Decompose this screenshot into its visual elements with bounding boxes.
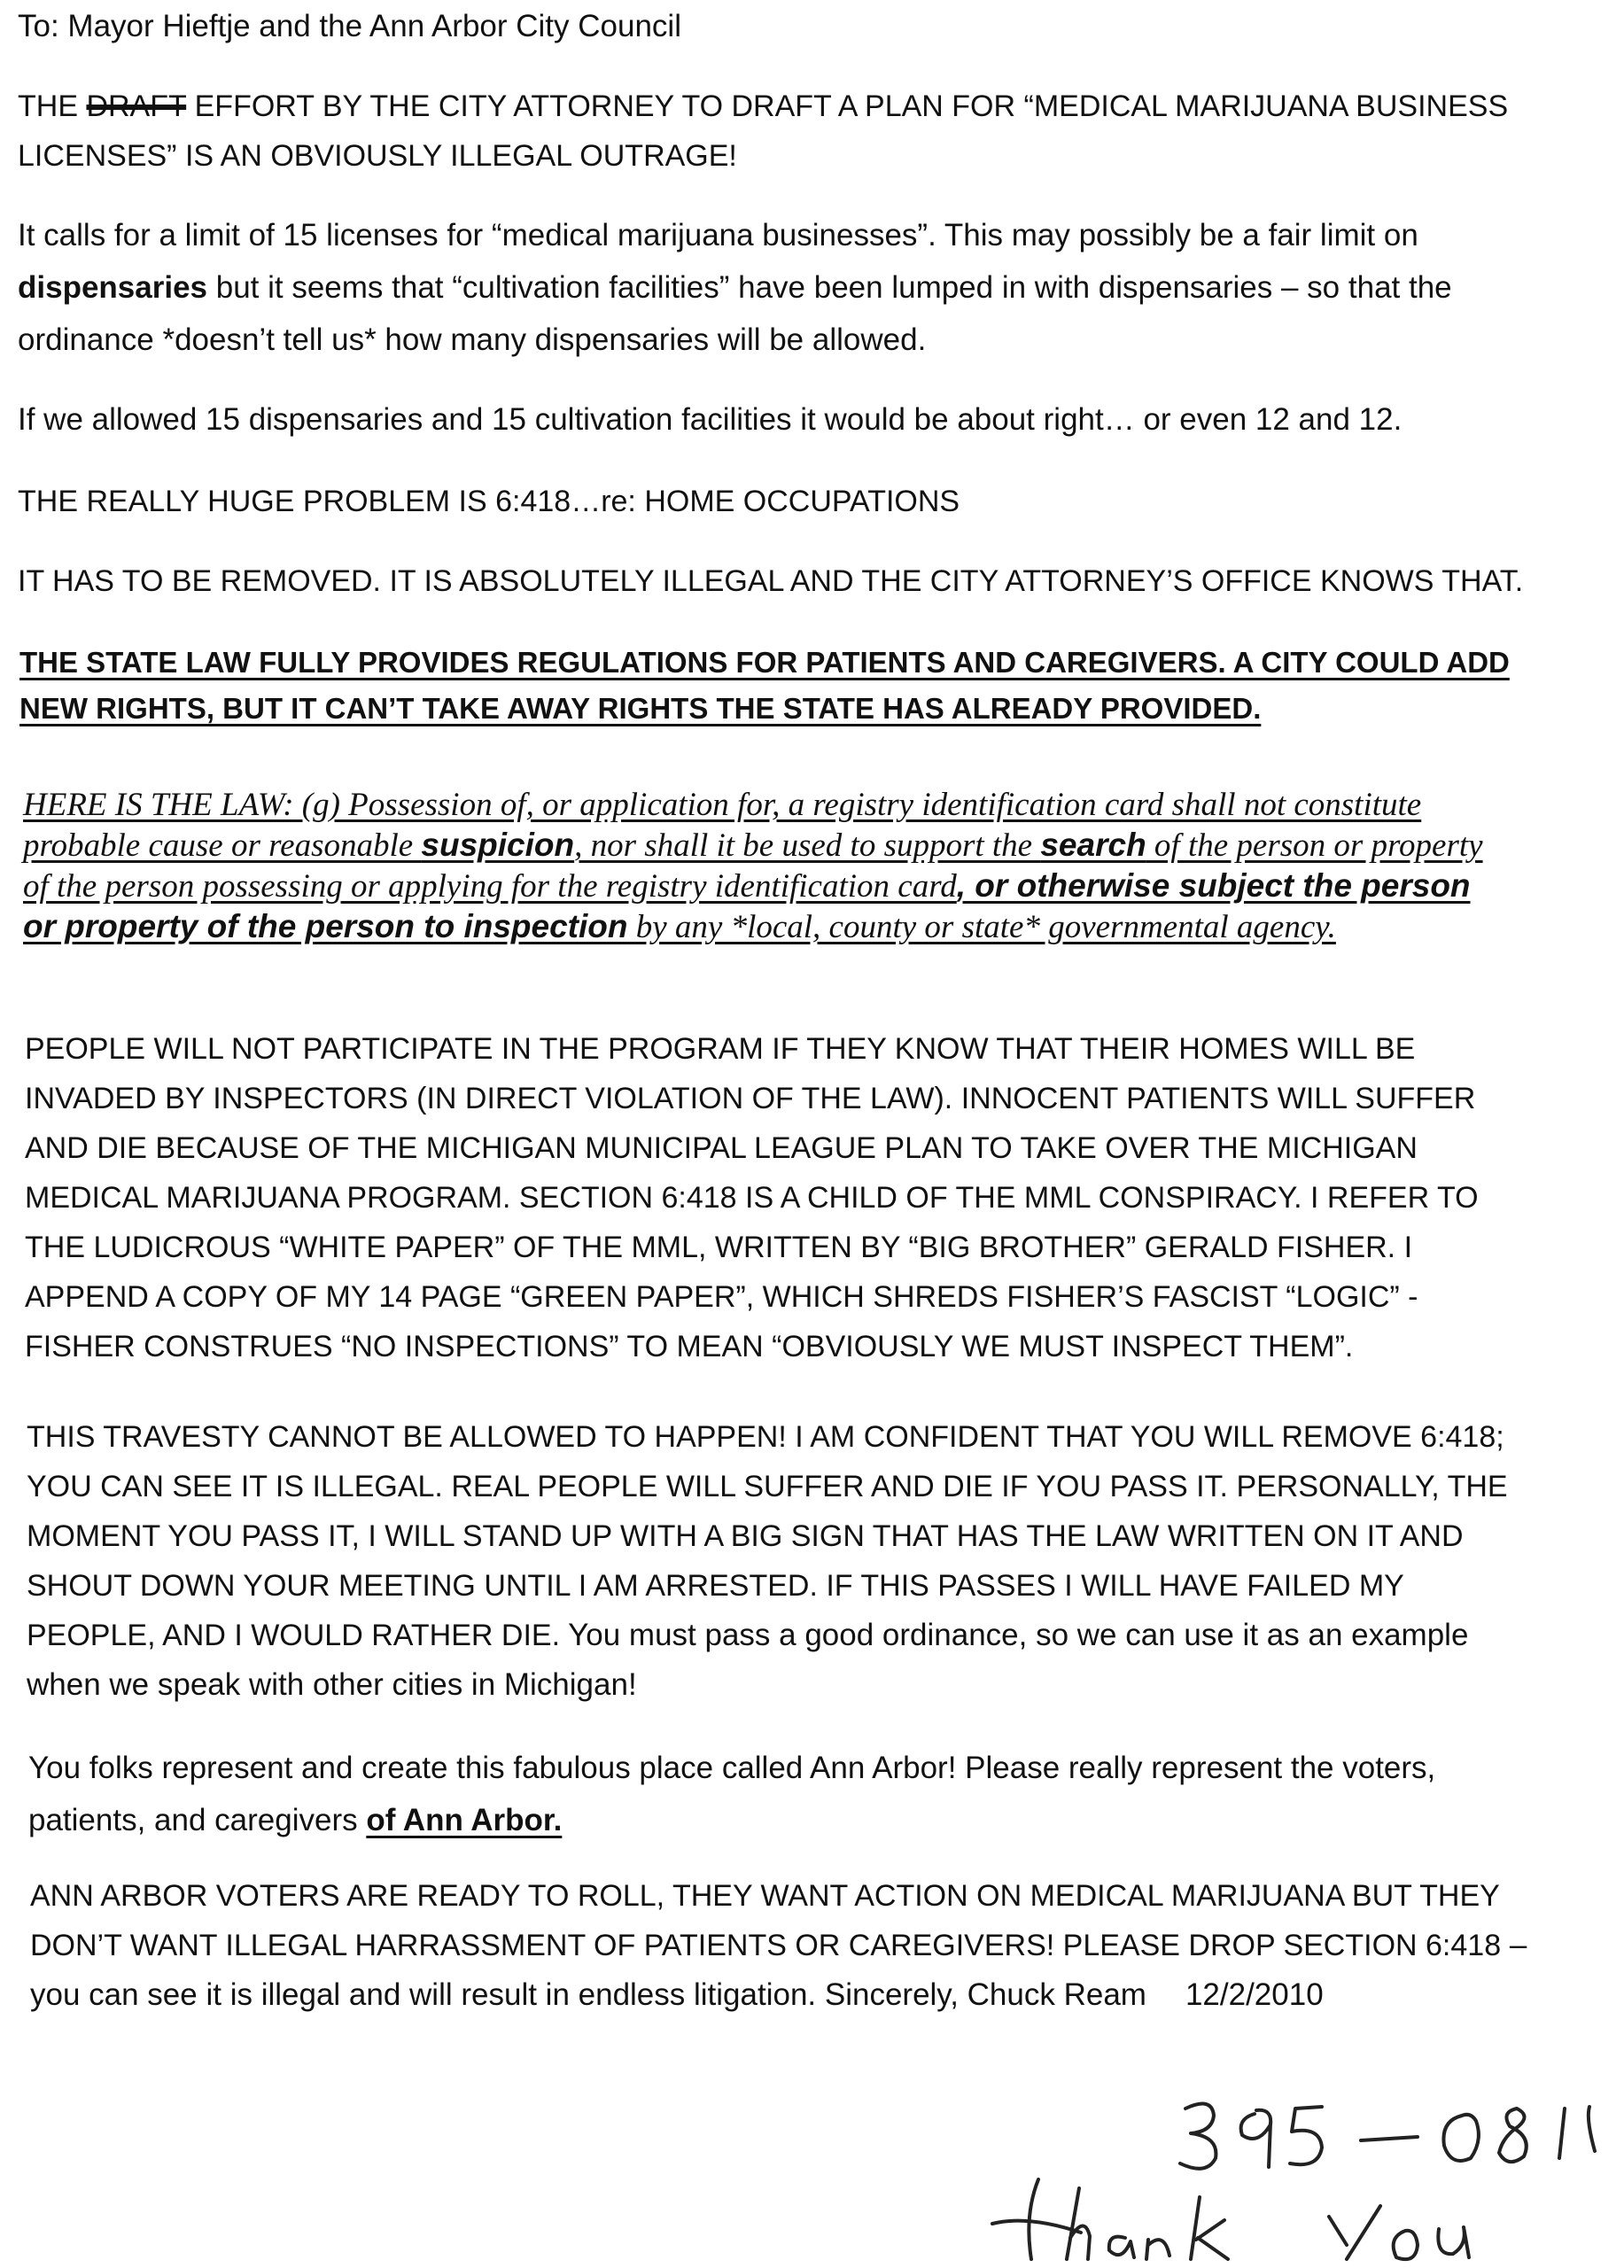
letter-date: 12/2/2010: [1185, 1977, 1324, 2012]
law-quote: HERE IS THE LAW: (g) Possession of, or application for, a registry identification card shall not constitute probable cause or reasonable suspicion, nor shall it be used to support the search of the person or property of the person possessing or applying for the registry identification card, or otherwise subject the person or property of the person to inspection by any *local, county or state* governmental agency.: [23, 787, 1483, 945]
paragraph-allowed-counts: If we allowed 15 dispensaries and 15 cultivation facilities it would be about right… or even 12 and 12.: [18, 402, 1403, 437]
handwritten-note: [975, 2082, 1624, 2268]
paragraph-remove: IT HAS TO BE REMOVED. IT IS ABSOLUTELY ILLEGAL AND THE CITY ATTORNEY’S OFFICE KNOWS THAT.: [18, 564, 1524, 598]
paragraph-people-participate: PEOPLE WILL NOT PARTICIPATE IN THE PROGRAM IF THEY KNOW THAT THEIR HOMES WILL BE INVADED BY INSPECTORS (IN DIRECT VIOLATION OF THE LAW). INNOCENT PATIENTS WILL SUFFER AND DIE BECAUSE OF THE MICHIGAN MUNICIPAL LEAGUE PLAN TO TAKE OVER THE MICHIGAN MEDICAL MARIJUANA PROGRAM. SECTION 6:418 IS A CHILD OF THE MML CONSPIRACY. I REFER TO THE LUDICROUS “WHITE PAPER” OF THE MML, WRITTEN BY “BIG BROTHER” GERALD FISHER. I APPEND A COPY OF MY 14 PAGE “GREEN PAPER”, WHICH SHREDS FISHER’S FASCIST “LOGIC” - FISHER CONSTRUES “NO INSPECTIONS” TO MEAN “OBVIOUSLY WE MUST INSPECT THEM”.: [25, 1032, 1479, 1363]
paragraph-represent: You folks represent and create this fabulous place called Ann Arbor! Please really represent the voters, patients, and caregivers of Ann Arbor.: [28, 1751, 1436, 1837]
paragraph-huge-problem: THE REALLY HUGE PROBLEM IS 6:418…re: HOME OCCUPATIONS: [18, 485, 960, 518]
salutation: To: Mayor Hieftje and the Ann Arbor City Council: [18, 9, 681, 43]
paragraph-ready-to-roll: ANN ARBOR VOTERS ARE READY TO ROLL, THEY WANT ACTION ON MEDICAL MARIJUANA BUT THEY DON’T WANT ILLEGAL HARRASSMENT OF PATIENTS OR CAREGIVERS! PLEASE DROP SECTION 6:418 – you can see it is illegal and will result in endless litigation. Sincerely, Chuck Ream 12/2/2010: [30, 1879, 1527, 2012]
thank-you-scribble: [992, 2179, 1469, 2259]
struck-word: DRAFT: [86, 89, 187, 123]
paragraph-draft-effort: THE DRAFT EFFORT BY THE CITY ATTORNEY TO DRAFT A PLAN FOR “MEDICAL MARIJUANA BUSINESS LICENSES” IS AN OBVIOUSLY ILLEGAL OUTRAGE!: [18, 89, 1509, 173]
paragraph-travesty: THIS TRAVESTY CANNOT BE ALLOWED TO HAPPEN! I AM CONFIDENT THAT YOU WILL REMOVE 6:418; YOU CAN SEE IT IS ILLEGAL. REAL PEOPLE WILL SUFFER AND DIE IF YOU PASS IT. PERSONALLY, THE MOMENT YOU PASS IT, I WILL STAND UP WITH A BIG SIGN THAT HAS THE LAW WRITTEN ON IT AND SHOUT DOWN YOUR MEETING UNTIL I AM ARRESTED. IF THIS PASSES I WILL HAVE FAILED MY PEOPLE, AND I WOULD RATHER DIE. You must pass a good ordinance, so we can use it as an example when we speak with other cities in Michigan!: [27, 1420, 1508, 1702]
paragraph-state-law: THE STATE LAW FULLY PROVIDES REGULATIONS FOR PATIENTS AND CAREGIVERS. A CITY COULD ADD NEW RIGHTS, BUT IT CAN’T TAKE AWAY RIGHTS THE STATE HAS ALREADY PROVIDED.: [19, 646, 1510, 725]
paragraph-license-limit: It calls for a limit of 15 licenses for “medical marijuana businesses”. This may possibly be a fair limit on dispensaries but it seems that “cultivation facilities” have been lumped in with dispensaries – so that the ordinance *doesn’t tell us* how many dispensaries will be allowed.: [18, 218, 1452, 357]
